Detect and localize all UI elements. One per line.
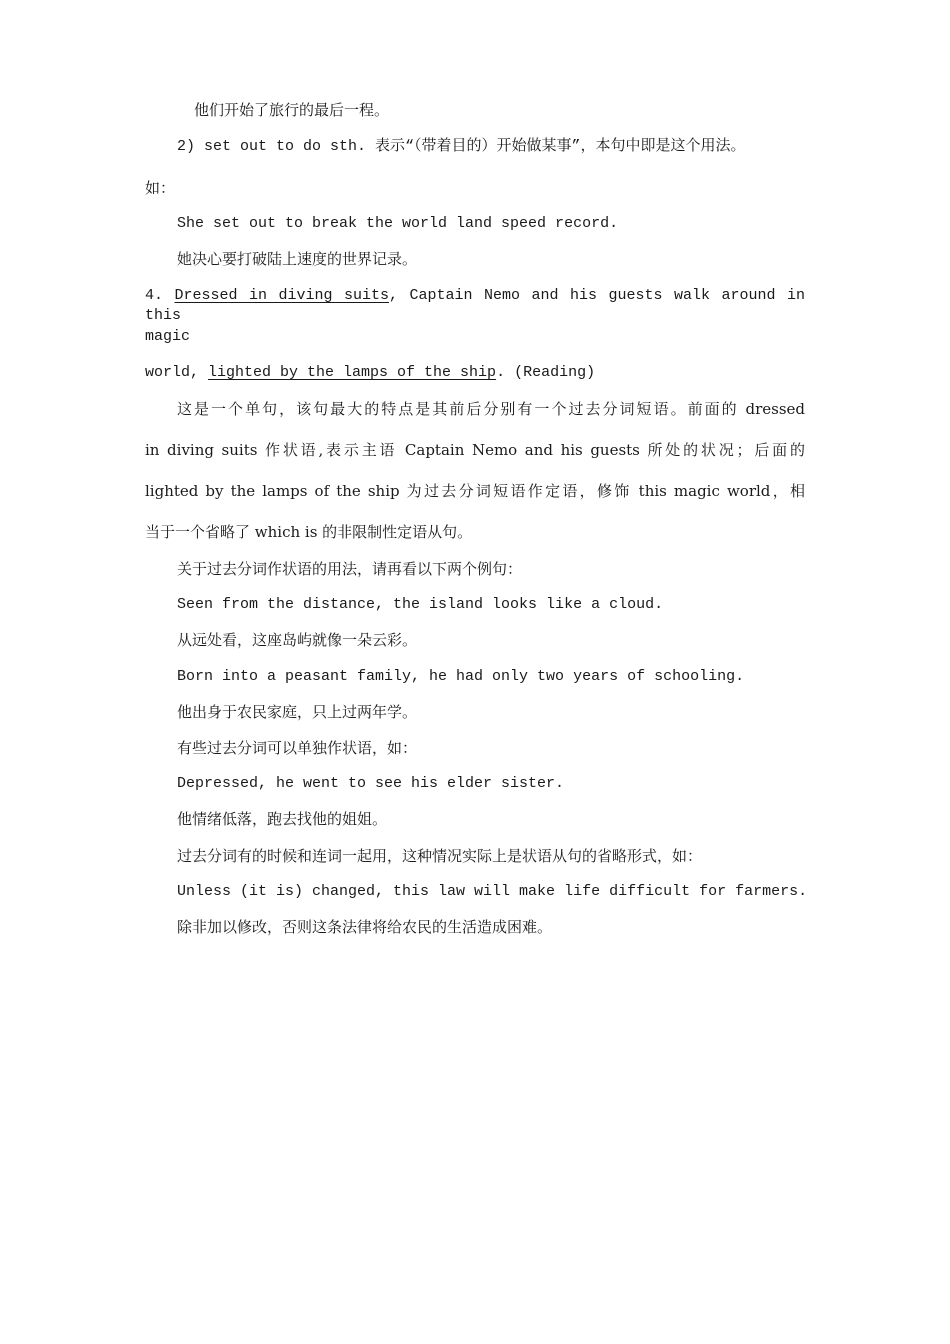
example-translation: 他出身于农民家庭，只上过两年学。 [177, 703, 418, 721]
example-sentence: Seen from the distance, the island looks like a cloud. [177, 596, 664, 613]
section-intro: 有些过去分词可以单独作状语，如： [177, 739, 418, 757]
item-number: 4. [145, 287, 175, 304]
explanation-line: lighted by the lamps of the ship 为过去分词短语作定语，修饰 this magic world，相 [145, 482, 805, 500]
example-translation: 她决心要打破陆上速度的世界记录。 [177, 250, 418, 268]
underlined-phrase: Dressed in diving suits [174, 287, 389, 304]
item-4-sentence [145, 286, 805, 326]
example-translation: 除非加以修改，否则这条法律将给农民的生活造成困难。 [177, 918, 553, 936]
text-line: 2) set out to do sth. 表示“（带着目的）开始做某事”，本句中即是这个用法。 [177, 138, 746, 155]
item-4-sentence-continued [145, 363, 595, 383]
explanation-line: in diving suits 作状语,表示主语 Captain Nemo and his guests 所处的状况；后面的 [145, 441, 805, 459]
section-intro: 关于过去分词作状语的用法，请再看以下两个例句： [177, 560, 523, 578]
text-line: magic [145, 328, 191, 345]
example-sentence: Depressed, he went to see his elder sister. [177, 775, 565, 792]
example-sentence: Unless (it is) changed, this law will make life difficult for farmers. [177, 883, 808, 900]
explanation-line: 当于一个省略了 which is 的非限制性定语从句。 [145, 523, 473, 541]
example-sentence: Born into a peasant family, he had only two years of schooling. [177, 668, 745, 685]
section-intro: 过去分词有的时候和连词一起用，这种情况实际上是状语从句的省略形式，如： [177, 847, 703, 865]
sentence-end: . (Reading) [496, 364, 596, 381]
example-translation: 从远处看，这座岛屿就像一朵云彩。 [177, 631, 418, 649]
sentence-start: world, [145, 364, 209, 381]
example-translation: 他情绪低落，跑去找他的姐姐。 [177, 810, 388, 828]
text-line: 如： [145, 179, 176, 197]
sentence-rest: , Captain Nemo and his guests walk around in this [145, 287, 805, 324]
underlined-phrase: lighted by the lamps of the ship [208, 364, 497, 381]
example-sentence: She set out to break the world land speed record. [177, 215, 619, 232]
text-line: 他们开始了旅行的最后一程。 [194, 101, 390, 119]
explanation-line: 这是一个单句，该句最大的特点是其前后分别有一个过去分词短语。前面的 dressed [177, 400, 805, 418]
